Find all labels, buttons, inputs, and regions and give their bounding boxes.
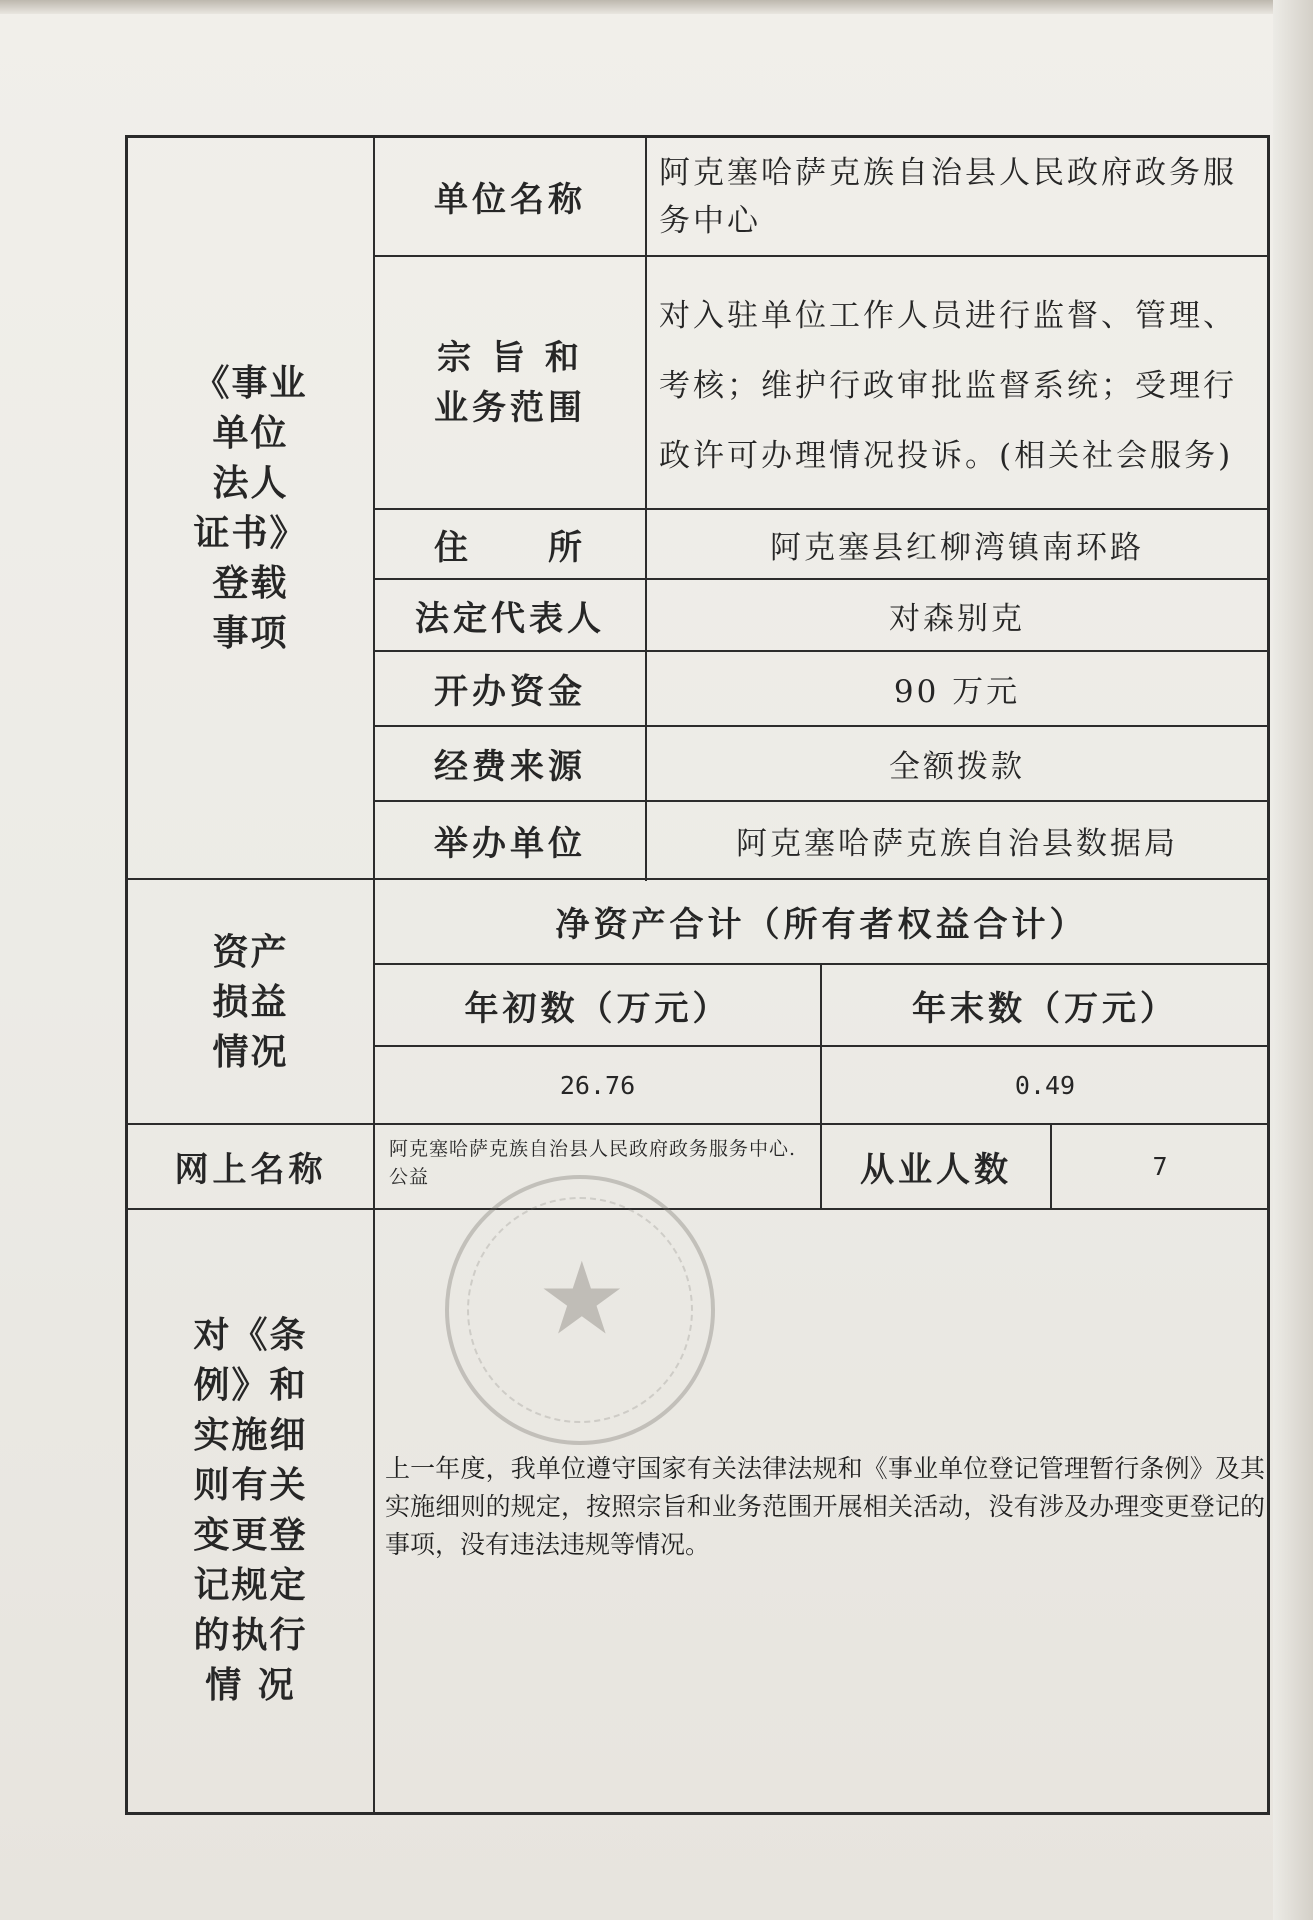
execution-statement: 上一年度，我单位遵守国家有关法律法规和《事业单位登记管理暂行条例》及其实施细则的规定，按照宗旨和业务范围开展相关活动，没有涉及办理变更登记的事项，没有违法违规等情况。 (385, 1454, 1265, 1559)
online-name-value: 阿克塞哈萨克族自治县人民政府政务服务中心.公益 (389, 1138, 797, 1188)
address-value: 阿克塞县红柳湾镇南环路 (770, 529, 1144, 566)
purpose-label: 宗 旨 和 业务范围 (434, 337, 586, 428)
capital-label: 开办资金 (434, 672, 586, 712)
net-assets-title: 净资产合计（所有者权益合计） (555, 905, 1088, 945)
funding-source-label: 经费来源 (434, 747, 586, 787)
seal-star-icon: ★ (537, 1240, 627, 1357)
address-label: 住 所 (434, 527, 586, 568)
execution-section-header: 对《条 例》和 实施细 则有关 变更登 记规定 的执行 情 况 (193, 1314, 308, 1706)
funding-source-value: 全额拨款 (889, 749, 1025, 785)
staff-count-label: 从业人数 (860, 1150, 1012, 1190)
purpose-value: 对入驻单位工作人员进行监督、管理、考核；维护行政审批监督系统；受理行政许可办理情况投诉。(相关社会服务) (659, 298, 1237, 474)
paper-right-edge (1273, 0, 1313, 1920)
assets-section-header: 资产 损益 情况 (212, 930, 289, 1073)
unit-name-value: 阿克塞哈萨克族自治县人民政府政务服务中心 (659, 154, 1237, 239)
year-end-value: 0.49 (1014, 1070, 1076, 1100)
sponsor-unit-label: 举办单位 (434, 823, 586, 864)
official-seal (445, 1175, 715, 1445)
online-name-header: 网上名称 (174, 1150, 327, 1190)
year-begin-label: 年初数（万元） (464, 988, 731, 1029)
sponsor-unit-value: 阿克塞哈萨克族自治县数据局 (736, 825, 1178, 862)
unit-name-label: 单位名称 (434, 180, 586, 220)
certificate-section-header: 《事业 单位 法人 证书》 登载 事项 (193, 362, 308, 654)
year-end-label: 年末数（万元） (912, 988, 1178, 1029)
year-begin-value: 26.76 (559, 1070, 636, 1100)
paper-top-edge (0, 0, 1313, 14)
legal-representative-value: 对森别克 (889, 600, 1025, 637)
staff-count-value: 7 (1152, 1152, 1168, 1181)
legal-representative-label: 法定代表人 (415, 598, 605, 639)
capital-value: 90 万元 (893, 674, 1021, 710)
